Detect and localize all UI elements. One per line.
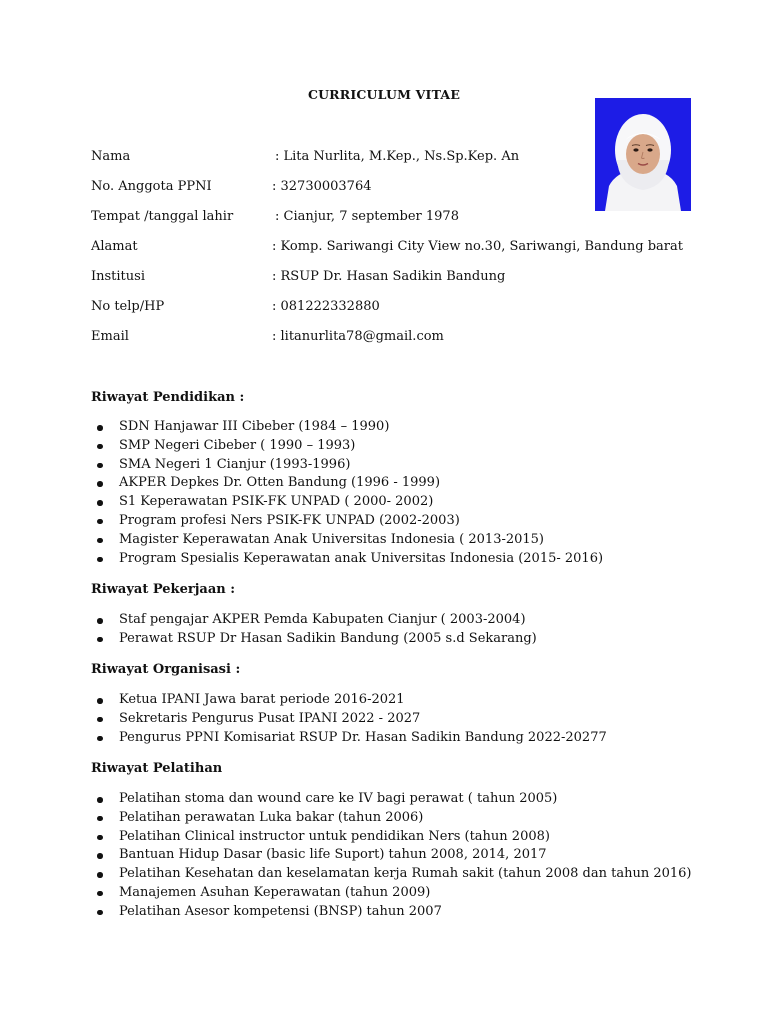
list-item: Staf pengajar AKPER Pemda Kabupaten Cianjur ( 2003-2004) bbox=[91, 611, 537, 630]
info-label: Email bbox=[91, 329, 129, 344]
list-item: SMP Negeri Cibeber ( 1990 – 1993) bbox=[91, 437, 603, 456]
info-label: No telp/HP bbox=[91, 299, 165, 314]
list-item: Bantuan Hidup Dasar (basic life Suport) tahun 2008, 2014, 2017 bbox=[91, 846, 692, 865]
list-item: Manajemen Asuhan Keperawatan (tahun 2009) bbox=[91, 884, 692, 903]
info-value: : 32730003764 bbox=[272, 179, 372, 194]
list-item: Pelatihan Kesehatan dan keselamatan kerja Rumah sakit (tahun 2008 dan tahun 2016) bbox=[91, 865, 692, 884]
work-list bbox=[91, 611, 537, 649]
list-item: S1 Keperawatan PSIK-FK UNPAD ( 2000- 2002) bbox=[91, 493, 603, 512]
portrait-image bbox=[595, 98, 691, 211]
list-item: Pelatihan stoma dan wound care ke IV bagi perawat ( tahun 2005) bbox=[91, 790, 692, 809]
info-label: Nama bbox=[91, 149, 131, 164]
list-item: Magister Keperawatan Anak Universitas Indonesia ( 2013-2015) bbox=[91, 531, 603, 550]
page-title: CURRICULUM VITAE bbox=[307, 87, 461, 102]
list-item: Program profesi Ners PSIK-FK UNPAD (2002-2003) bbox=[91, 512, 603, 531]
section-title-pendidikan: Riwayat Pendidikan : bbox=[91, 390, 245, 405]
list-item: Perawat RSUP Dr Hasan Sadikin Bandung (2005 s.d Sekarang) bbox=[91, 630, 537, 649]
list-item: SDN Hanjawar III Cibeber (1984 – 1990) bbox=[91, 418, 603, 437]
section-title-pekerjaan: Riwayat Pekerjaan : bbox=[91, 582, 236, 597]
section-title-organisasi: Riwayat Organisasi : bbox=[91, 662, 241, 677]
info-value: : 081222332880 bbox=[272, 299, 380, 314]
section-title-pelatihan: Riwayat Pelatihan bbox=[91, 761, 223, 776]
list-item: Sekretaris Pengurus Pusat IPANI 2022 - 2027 bbox=[91, 710, 607, 729]
list-item: Pengurus PPNI Komisariat RSUP Dr. Hasan Sadikin Bandung 2022-20277 bbox=[91, 729, 607, 748]
info-label: Institusi bbox=[91, 269, 145, 284]
organization-list bbox=[91, 691, 607, 747]
list-item: Pelatihan perawatan Luka bakar (tahun 2006) bbox=[91, 809, 692, 828]
info-value: : Lita Nurlita, M.Kep., Ns.Sp.Kep. An bbox=[275, 149, 520, 164]
info-value: : Komp. Sariwangi City View no.30, Sariwangi, Bandung barat bbox=[272, 239, 683, 254]
list-item: Program Spesialis Keperawatan anak Universitas Indonesia (2015- 2016) bbox=[91, 550, 603, 569]
list-item: AKPER Depkes Dr. Otten Bandung (1996 - 1999) bbox=[91, 474, 603, 493]
info-value: : Cianjur, 7 september 1978 bbox=[275, 209, 459, 224]
info-value: : RSUP Dr. Hasan Sadikin Bandung bbox=[272, 269, 506, 284]
list-item: SMA Negeri 1 Cianjur (1993-1996) bbox=[91, 456, 603, 475]
list-item: Pelatihan Clinical instructor untuk pendidikan Ners (tahun 2008) bbox=[91, 828, 692, 847]
email-value: : litanurlita78@gmail.com bbox=[272, 329, 444, 344]
info-label: No. Anggota PPNI bbox=[91, 179, 212, 194]
list-item: Pelatihan Asesor kompetensi (BNSP) tahun 2007 bbox=[91, 903, 692, 922]
training-list bbox=[91, 790, 692, 922]
profile-photo bbox=[595, 98, 691, 211]
education-list bbox=[91, 418, 603, 568]
info-label: Alamat bbox=[91, 239, 138, 254]
list-item: Ketua IPANI Jawa barat periode 2016-2021 bbox=[91, 691, 607, 710]
info-label: Tempat /tanggal lahir bbox=[91, 209, 234, 224]
